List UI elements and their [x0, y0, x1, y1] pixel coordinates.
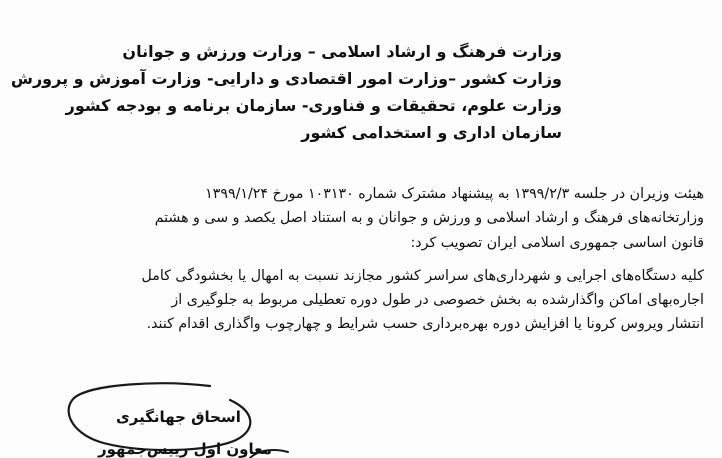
decree-body	[14, 182, 704, 337]
signature-block	[60, 378, 300, 458]
body-line: هیئت وزیران در جلسه ۱۳۹۹/۲/۳ به پیشنهاد مشترک شماره ۱۰۳۱۳۰ مورخ ۱۳۹۹/۱/۲۴	[205, 186, 704, 202]
signer-title: معاون اول رییس‌جمهور	[98, 440, 272, 458]
recipients-block	[10, 38, 562, 146]
recipient-line: وزارت کشور –وزارت امور اقتصادی و دارایی- وزارت آموزش و پرورش	[10, 69, 562, 88]
recipient-line: وزارت فرهنگ و ارشاد اسلامی – وزارت ورزش و جوانان	[122, 42, 562, 61]
recipient-line: سازمان اداری و استخدامی کشور	[301, 123, 562, 142]
body-line: انتشار ویروس کرونا یا افزایش دوره بهره‌برداری حسب شرایط و چهارچوب واگذاری اقدام کنند.	[146, 316, 704, 333]
body-line: قانون اساسی جمهوری اسلامی ایران تصویب کرد:	[410, 234, 704, 251]
body-line: اجاره‌بهای اماکن واگذارشده به بخش خصوصی در طول دوره تعطیلی مربوط به جلوگیری از	[171, 292, 704, 309]
body-line: وزارتخانه‌های فرهنگ و ارشاد اسلامی و ورزش و جوانان و به استناد اصل یکصد و سی و هشتم	[154, 210, 704, 227]
signer-name: اسحاق جهانگیری	[116, 408, 241, 426]
body-line: کلیه دستگاه‌های اجرایی و شهرداری‌های سراسر کشور مجازند نسبت به امهال یا بخشودگی کامل	[141, 267, 704, 284]
recipient-line: وزارت علوم، تحقیقات و فناوری- سازمان برنامه و بودجه کشور	[65, 96, 562, 115]
